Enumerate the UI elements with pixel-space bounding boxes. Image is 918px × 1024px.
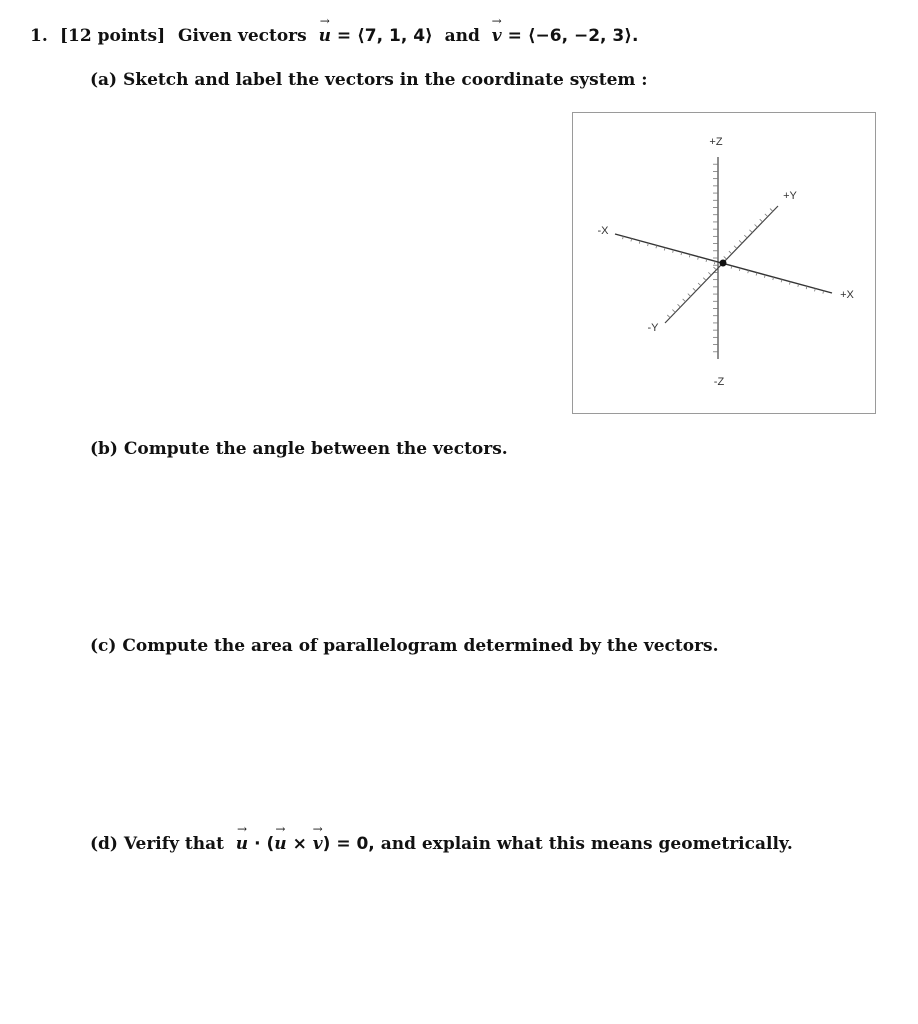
part-d-prompt — [90, 822, 793, 854]
axis-tick — [765, 214, 768, 217]
dot-operator: · — [254, 834, 261, 854]
open-paren: ( — [266, 834, 275, 854]
vector-arrow-icon: → — [275, 822, 286, 836]
axis-tick — [770, 209, 773, 212]
neg-y-label: -Y — [647, 322, 659, 334]
axis-tick — [708, 272, 711, 275]
coordinate-system-diagram — [572, 112, 876, 414]
close-equals-zero: ) = 0, — [322, 834, 375, 854]
axis-tick — [693, 288, 696, 291]
vector-v-symbol: → v — [491, 14, 502, 46]
vector-arrow-icon: → — [312, 822, 323, 836]
axis-tick — [760, 219, 763, 222]
cross-operator: × — [292, 834, 307, 854]
axis-tick — [667, 315, 670, 318]
origin-point — [720, 260, 727, 267]
vector-u-symbol: → u — [274, 822, 287, 854]
and-word: and — [444, 26, 480, 46]
vector-u-symbol: → u — [318, 14, 331, 46]
vector-u-value: = ⟨7, 1, 4⟩ — [336, 26, 433, 46]
part-b-prompt: (b) Compute the angle between the vectors. — [90, 439, 508, 459]
vector-v-symbol: → v — [312, 822, 323, 854]
question-header — [30, 14, 639, 46]
axis-tick — [755, 224, 758, 227]
neg-x-label: -X — [597, 225, 609, 237]
pos-y-label: +Y — [783, 190, 797, 202]
part-c-prompt: (c) Compute the area of parallelogram determined by the vectors. — [90, 636, 719, 656]
axis-tick — [739, 240, 742, 243]
vector-arrow-icon: → — [319, 14, 330, 28]
part-d-suffix: and explain what this means geometrically. — [380, 834, 793, 854]
neg-z-label: -Z — [713, 376, 725, 388]
axis-tick — [749, 230, 752, 233]
part-d-prefix: (d) Verify that — [90, 834, 224, 854]
axis-tick — [678, 304, 681, 307]
axis-tick — [698, 283, 701, 286]
axis-tick — [688, 294, 691, 297]
axis-tick — [724, 256, 727, 259]
vector-v-value: = ⟨−6, −2, 3⟩. — [507, 26, 639, 46]
z-axis-ticks — [713, 164, 718, 352]
axis-tick — [713, 267, 716, 270]
vector-u-symbol: → u — [235, 822, 249, 854]
axis-tick — [672, 310, 675, 313]
axis-tick — [683, 299, 686, 302]
axis-tick — [703, 278, 706, 281]
vector-arrow-icon: → — [236, 822, 248, 836]
question-number: 1. — [30, 26, 48, 46]
axes-svg — [573, 113, 875, 413]
question-points: [12 points] — [60, 26, 166, 46]
part-a-prompt: (a) Sketch and label the vectors in the coordinate system : — [90, 70, 648, 90]
given-prefix: Given vectors — [178, 26, 307, 46]
pos-z-label: +Z — [709, 136, 723, 148]
axis-tick — [734, 246, 737, 249]
pos-x-label: +X — [840, 289, 854, 301]
axis-tick — [729, 251, 732, 254]
axis-tick — [744, 235, 747, 238]
vector-arrow-icon: → — [491, 14, 502, 28]
